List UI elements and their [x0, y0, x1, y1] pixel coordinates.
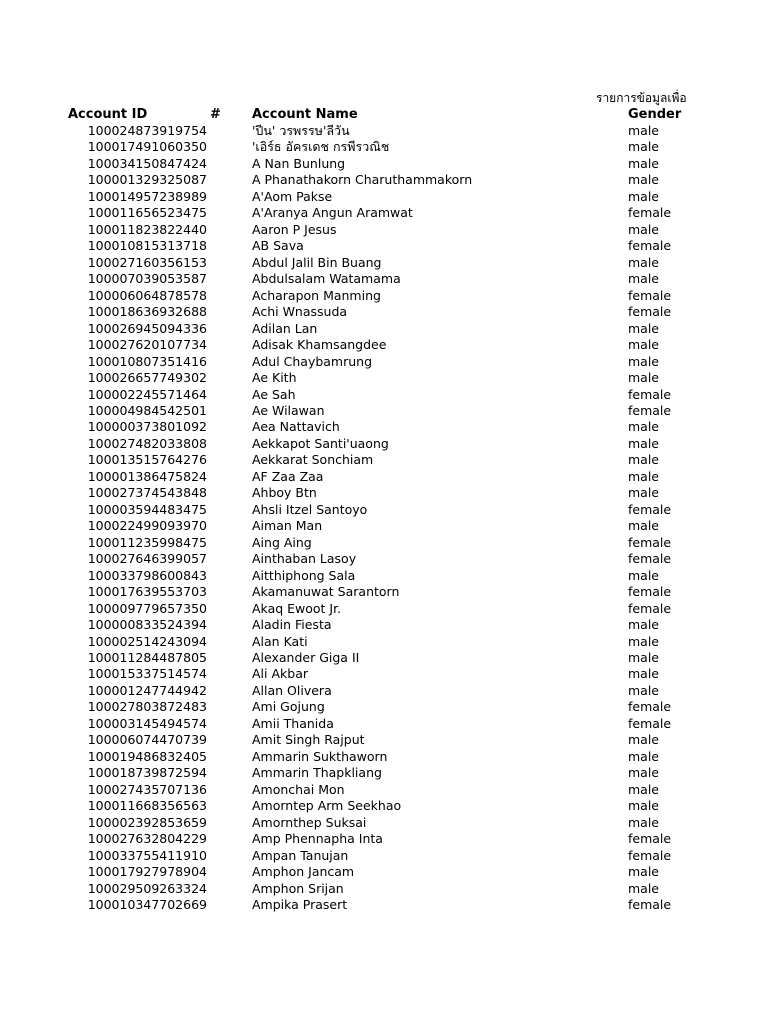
gender-cell: female: [628, 551, 672, 567]
table-row: [0, 354, 768, 370]
account-id-cell: 100002245571464: [87, 386, 207, 402]
account-name-cell: A'Aom Pakse: [252, 188, 333, 204]
account-id-cell: 100033755411910: [87, 847, 207, 863]
gender-cell: male: [628, 814, 659, 830]
account-id-cell: 100017927978904: [87, 864, 207, 880]
account-id-cell: 100027632804229: [87, 831, 207, 847]
table-row: [0, 288, 768, 304]
table-row: [0, 485, 768, 501]
account-name-cell: AB Sava: [252, 238, 304, 254]
table-row: [0, 502, 768, 518]
account-id-cell: 100027803872483: [87, 699, 207, 715]
account-id-cell: 100003145494574: [87, 715, 207, 731]
table-row: [0, 304, 768, 320]
account-name-cell: Amornthep Suksai: [252, 814, 367, 830]
table-row: [0, 798, 768, 814]
account-id-cell: 100011235998475: [87, 534, 207, 550]
account-name-cell: Abdul Jalil Bin Buang: [252, 254, 382, 270]
table-row: [0, 716, 768, 732]
account-name-cell: Amphon Jancam: [252, 864, 355, 880]
table-row: [0, 387, 768, 403]
account-list: [0, 123, 768, 914]
gender-cell: female: [628, 584, 672, 600]
table-row: [0, 469, 768, 485]
account-name-cell: Ahboy Btn: [252, 485, 317, 501]
account-name-cell: A'Aranya Angun Aramwat: [252, 205, 413, 221]
account-name-cell: Ampika Prasert: [252, 897, 348, 913]
account-id-cell: 100027620107734: [87, 337, 207, 353]
account-name-cell: Amii Thanida: [252, 715, 334, 731]
table-row: [0, 584, 768, 600]
account-name-cell: Ammarin Thapkliang: [252, 765, 382, 781]
account-name-cell: Akaq Ewoot Jr.: [252, 600, 342, 616]
account-id-cell: 100015337514574: [87, 666, 207, 682]
account-name-cell: Ami Gojung: [252, 699, 325, 715]
gender-cell: male: [628, 221, 659, 237]
table-row: [0, 238, 768, 254]
table-row: [0, 699, 768, 715]
gender-cell: male: [628, 781, 659, 797]
account-name-cell: Adisak Khamsangdee: [252, 337, 387, 353]
account-name-cell: Aekkapot Santi'uaong: [252, 435, 389, 451]
gender-cell: male: [628, 650, 659, 665]
account-id-cell: 100024873919754: [87, 123, 207, 138]
gender-cell: male: [628, 452, 659, 468]
gender-cell: male: [628, 880, 659, 896]
gender-cell: male: [628, 468, 659, 484]
table-row: [0, 518, 768, 534]
table-row: [0, 205, 768, 221]
account-id-cell: 100027482033808: [87, 435, 207, 451]
account-name-cell: Aladin Fiesta: [252, 617, 332, 633]
table-row: [0, 271, 768, 287]
table-row: [0, 222, 768, 238]
table-row: [0, 403, 768, 419]
account-name-cell: Ammarin Sukthaworn: [252, 748, 388, 764]
gender-cell: female: [628, 386, 672, 402]
table-row: [0, 765, 768, 781]
gender-cell: male: [628, 139, 659, 155]
account-id-cell: 100010347702669: [87, 897, 207, 913]
table-row: [0, 864, 768, 880]
gender-cell: male: [628, 370, 659, 386]
table-row: [0, 848, 768, 864]
account-name-cell: Ahsli Itzel Santoyo: [252, 501, 368, 517]
account-id-cell: 100011284487805: [87, 650, 207, 665]
table-row: [0, 634, 768, 650]
account-id-cell: 100013515764276: [87, 452, 207, 468]
gender-cell: male: [628, 254, 659, 270]
gender-cell: male: [628, 353, 659, 369]
account-id-cell: 100010815313718: [87, 238, 207, 254]
table-row: [0, 881, 768, 897]
gender-cell: female: [628, 897, 672, 913]
account-id-cell: 100011668356563: [87, 798, 207, 814]
account-id-cell: 100001329325087: [87, 172, 207, 188]
table-row: [0, 732, 768, 748]
header-account-id: Account ID: [68, 107, 148, 122]
account-name-cell: Alan Kati: [252, 633, 308, 649]
gender-cell: female: [628, 534, 672, 550]
account-id-cell: 100029509263324: [87, 880, 207, 896]
account-id-cell: 100034150847424: [87, 155, 207, 171]
table-row: [0, 551, 768, 567]
table-row: [0, 535, 768, 551]
account-id-cell: 100003594483475: [87, 501, 207, 517]
gender-cell: male: [628, 732, 659, 748]
gender-cell: female: [628, 238, 672, 254]
table-row: [0, 139, 768, 155]
table-row: [0, 749, 768, 765]
gender-cell: male: [628, 617, 659, 633]
account-id-cell: 100006074470739: [87, 732, 207, 748]
account-name-cell: Amp Phennapha Inta: [252, 831, 383, 847]
gender-cell: female: [628, 847, 672, 863]
account-name-cell: Achi Wnassuda: [252, 304, 348, 320]
gender-cell: female: [628, 501, 672, 517]
account-id-cell: 100014957238989: [87, 188, 207, 204]
gender-cell: male: [628, 419, 659, 435]
header-gender: Gender: [628, 107, 682, 122]
gender-cell: female: [628, 715, 672, 731]
account-name-cell: Aaron P Jesus: [252, 221, 337, 237]
table-row: [0, 321, 768, 337]
gender-cell: male: [628, 666, 659, 682]
gender-cell: male: [628, 765, 659, 781]
gender-cell: female: [628, 600, 672, 616]
gender-cell: male: [628, 155, 659, 171]
gender-cell: male: [628, 271, 659, 287]
account-name-cell: Acharapon Manming: [252, 287, 381, 303]
account-name-cell: Amphon Srijan: [252, 880, 344, 896]
header-account-name: Account Name: [252, 107, 358, 122]
table-row: [0, 666, 768, 682]
table-row: [0, 831, 768, 847]
gender-cell: male: [628, 435, 659, 451]
account-id-cell: 100006064878578: [87, 287, 207, 303]
account-name-cell: Amorntep Arm Seekhao: [252, 798, 402, 814]
account-id-cell: 100027435707136: [87, 781, 207, 797]
gender-cell: male: [628, 518, 659, 534]
gender-cell: male: [628, 633, 659, 649]
account-name-cell: Amonchai Mon: [252, 781, 345, 797]
gender-cell: male: [628, 320, 659, 336]
account-name-cell: Adul Chaybamrung: [252, 353, 373, 369]
gender-cell: male: [628, 798, 659, 814]
account-name-cell: A Phanathakorn Charuthammakorn: [252, 172, 473, 188]
table-row: [0, 782, 768, 798]
account-id-cell: 100022499093970: [87, 518, 207, 534]
table-row: [0, 568, 768, 584]
account-id-cell: 100001247744942: [87, 682, 207, 698]
account-id-cell: 100027374543848: [87, 485, 207, 501]
table-row: [0, 617, 768, 633]
account-id-cell: 100009779657350: [87, 600, 207, 616]
account-name-cell: Akamanuwat Sarantorn: [252, 584, 400, 600]
account-id-cell: 100007039053587: [87, 271, 207, 287]
account-name-cell: Aea Nattavich: [252, 419, 340, 435]
gender-cell: male: [628, 172, 659, 188]
table-row: [0, 370, 768, 386]
table-row: [0, 189, 768, 205]
account-id-cell: 100000833524394: [87, 617, 207, 633]
gender-cell: male: [628, 748, 659, 764]
table-row: [0, 123, 768, 139]
account-id-cell: 100027646399057: [87, 551, 207, 567]
table-row: [0, 172, 768, 188]
account-name-cell: Adilan Lan: [252, 320, 318, 336]
account-name-cell: Amit Singh Rajput: [252, 732, 365, 748]
account-id-cell: 100011656523475: [87, 205, 207, 221]
gender-cell: female: [628, 402, 672, 418]
account-id-cell: 100002392853659: [87, 814, 207, 830]
account-id-cell: 100019486832405: [87, 748, 207, 764]
gender-cell: male: [628, 682, 659, 698]
gender-cell: female: [628, 304, 672, 320]
account-name-cell: AF Zaa Zaa: [252, 468, 324, 484]
account-id-cell: 100026657749302: [87, 370, 207, 386]
table-row: [0, 337, 768, 353]
gender-cell: female: [628, 831, 672, 847]
account-name-cell: Abdulsalam Watamama: [252, 271, 401, 287]
gender-cell: male: [628, 188, 659, 204]
gender-cell: male: [628, 864, 659, 880]
table-row: [0, 650, 768, 666]
document-title: รายการข้อมูลเพื่อ: [596, 91, 687, 105]
account-name-cell: Ali Akbar: [252, 666, 308, 682]
account-id-cell: 100011823822440: [87, 221, 207, 237]
table-row: [0, 601, 768, 617]
account-id-cell: 100027160356153: [87, 254, 207, 270]
account-name-cell: Ampan Tanujan: [252, 847, 349, 863]
account-id-cell: 100010807351416: [87, 353, 207, 369]
account-id-cell: 100000373801092: [87, 419, 207, 435]
table-row: [0, 452, 768, 468]
account-id-cell: 100002514243094: [87, 633, 207, 649]
account-name-cell: Ae Sah: [252, 386, 296, 402]
account-id-cell: 100017491060350: [87, 139, 207, 155]
account-name-cell: Aiman Man: [252, 518, 323, 534]
account-name-cell: Allan Olivera: [252, 682, 332, 698]
table-row: [0, 897, 768, 913]
table-row: [0, 815, 768, 831]
account-name-cell: 'เอิร์ธ อัครเดช กรพีรวณิช: [252, 139, 390, 155]
table-row: [0, 255, 768, 271]
gender-cell: male: [628, 123, 659, 138]
account-name-cell: Alexander Giga II: [252, 650, 360, 665]
account-name-cell: A Nan Bunlung: [252, 155, 346, 171]
gender-cell: female: [628, 699, 672, 715]
account-id-cell: 100001386475824: [87, 468, 207, 484]
gender-cell: male: [628, 485, 659, 501]
account-id-cell: 100017639553703: [87, 584, 207, 600]
account-id-cell: 100026945094336: [87, 320, 207, 336]
account-id-cell: 100004984542501: [87, 402, 207, 418]
account-id-cell: 100018739872594: [87, 765, 207, 781]
gender-cell: male: [628, 337, 659, 353]
account-name-cell: Aing Aing: [252, 534, 312, 550]
account-name-cell: Ae Kith: [252, 370, 297, 386]
account-id-cell: 100033798600843: [87, 567, 207, 583]
account-name-cell: Aitthiphong Sala: [252, 567, 356, 583]
gender-cell: female: [628, 287, 672, 303]
table-row: [0, 683, 768, 699]
account-name-cell: Ainthaban Lasoy: [252, 551, 357, 567]
table-row: [0, 436, 768, 452]
table-row: [0, 419, 768, 435]
table-row: [0, 156, 768, 172]
gender-cell: female: [628, 205, 672, 221]
account-name-cell: Ae Wilawan: [252, 402, 325, 418]
header-number: #: [210, 107, 221, 122]
gender-cell: male: [628, 567, 659, 583]
account-name-cell: Aekkarat Sonchiam: [252, 452, 374, 468]
account-name-cell: 'ปีน' วรพรรษ'ลีวัน: [252, 123, 350, 138]
account-id-cell: 100018636932688: [87, 304, 207, 320]
